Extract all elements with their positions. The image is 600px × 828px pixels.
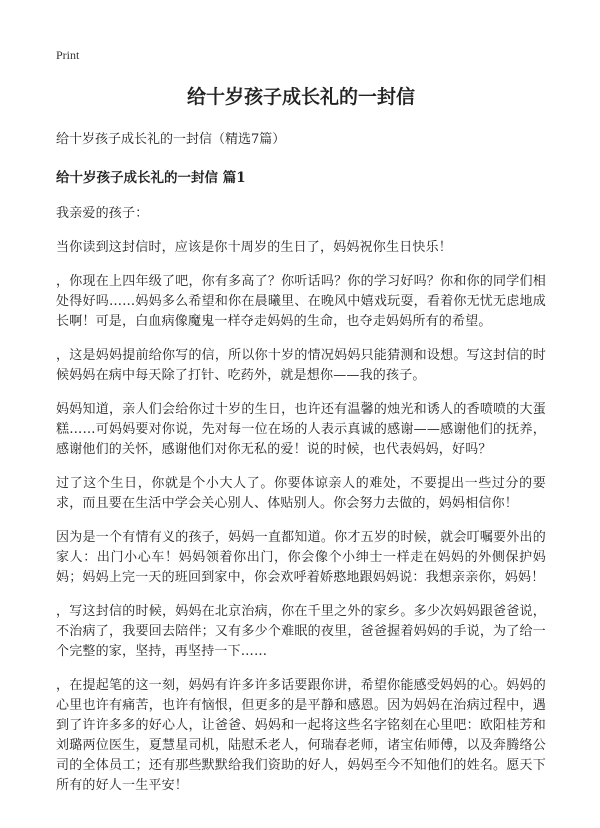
- paragraph: ，在提起笔的这一刻，妈妈有许多许多话要跟你讲，希望你能感受妈妈的心。妈妈的心里也许有痛苦，也许有恼恨，但更多的是平静和感恩。因为妈妈在治病过程中，遇到了许许多多的好心人，让爸爸、妈妈和一起将这些名字铭刻在心里吧：欧阳桂芳和刘璐两位医生，夏慧星司机，陆慰禾老人，何瑞春老师，诸宝佑师傅，以及奔腾络公司的全体员工；还有那些默默给我们资助的好人，妈妈至今不知他们的姓名。愿天下所有的好人一生平安！: [56, 678, 546, 793]
- paragraph: 妈妈知道，亲人们会给你过十岁的生日，也许还有温馨的烛光和诱人的香喷喷的大蛋糕……可妈妈要对你说，先对每一位在场的人表示真诚的感谢——感谢他们的抚养，感谢他们的关怀，感谢他们对你无私的爱！说的时候，也代表妈妈，好吗？: [56, 402, 546, 457]
- paragraph: 因为是一个有情有义的孩子，妈妈一直都知道。你才五岁的时候，就会叮嘱要外出的家人：出门小心车！妈妈领着你出门，你会像个小绅士一样走在妈妈的外侧保护妈妈；妈妈上完一天的班回到家中，你会欢呼着娇憨地跟妈妈说：我想亲亲你，妈妈！: [56, 530, 546, 585]
- document-subtitle: 给十岁孩子成长礼的一封信（精选7篇）: [56, 132, 286, 147]
- paragraph: ，写这封信的时候，妈妈在北京治病，你在千里之外的家乡。多少次妈妈跟爸爸说，不治病了，我要回去陪伴；又有多少个难眠的夜里，爸爸握着妈妈的手说，为了给一个完整的家，坚持，再坚持一下……: [56, 604, 546, 659]
- page-title: 给十岁孩子成长礼的一封信: [186, 86, 415, 108]
- paragraph-salutation: 我亲爱的孩子：: [56, 206, 149, 221]
- paragraph: ，这是妈妈提前给你写的信，所以你十岁的情况妈妈只能猜测和设想。写这封信的时候妈妈在病中每天除了打针、吃药外，就是想你——我的孩子。: [56, 348, 546, 383]
- paragraph: 过了这个生日，你就是个小大人了。你要体谅亲人的难处，不要提出一些过分的要求，而且要在生活中学会关心别人、体贴别人。你会努力去做的，妈妈相信你！: [56, 476, 546, 511]
- print-link[interactable]: Print: [56, 48, 80, 62]
- section-heading: 给十岁孩子成长礼的一封信 篇1: [56, 170, 246, 186]
- paragraph: ，你现在上四年级了吧，你有多高了？你听话吗？你的学习好吗？你和你的同学们相处得好吗……妈妈多么希望和你在晨曦里、在晚风中嬉戏玩耍，看着你无忧无虑地成长啊！可是，白血病像魔鬼一样夺走妈妈的生命，也夺走妈妈所有的希望。: [56, 274, 546, 329]
- paragraph: 当你读到这封信时，应该是你十周岁的生日了，妈妈祝你生日快乐！: [56, 240, 453, 255]
